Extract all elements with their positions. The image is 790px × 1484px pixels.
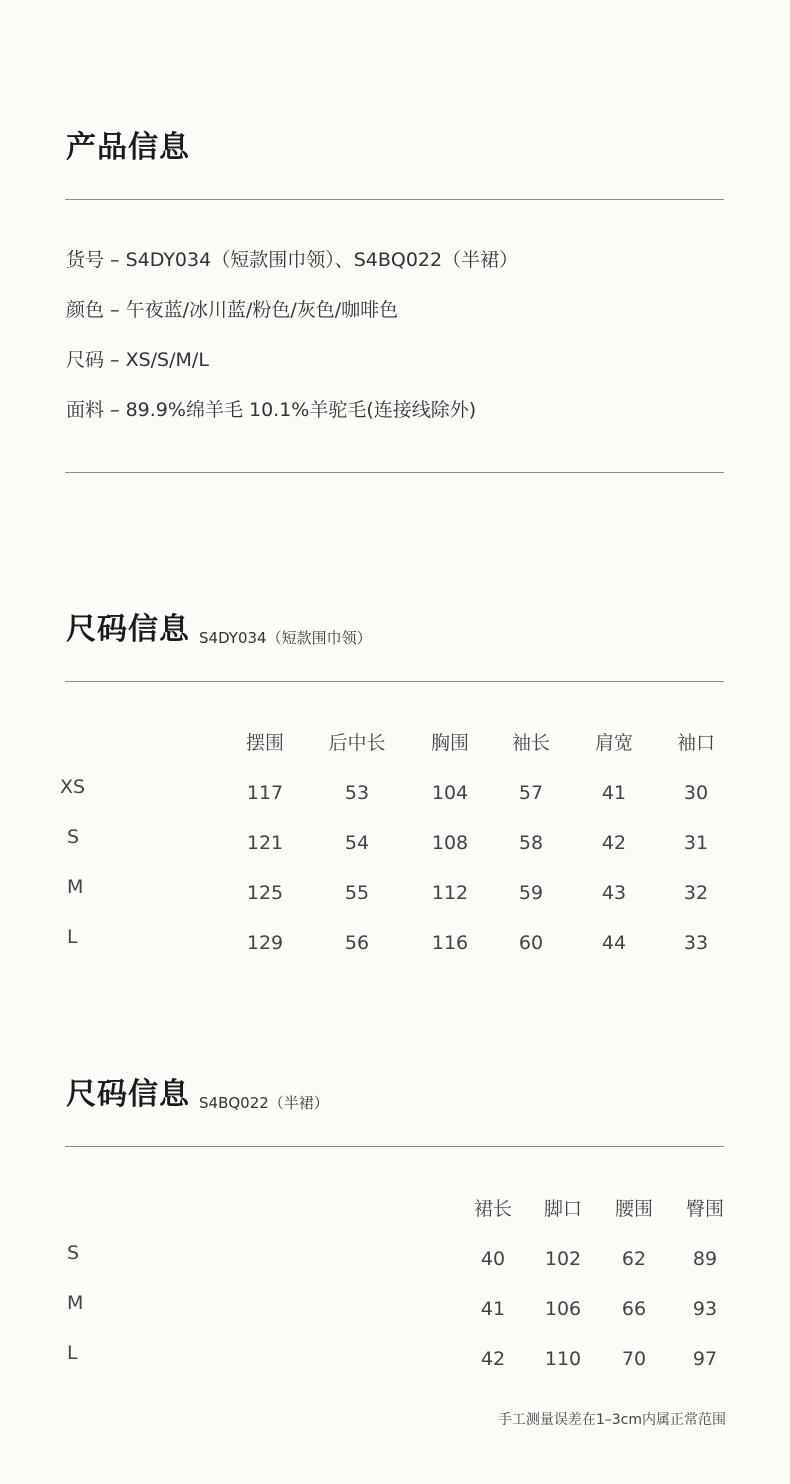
table-cell: 89 [692,1248,718,1270]
table-cell: 70 [621,1348,647,1370]
divider [65,681,724,682]
size-label: M [67,876,84,898]
size-info-subtitle: S4DY034（短款围巾领） [199,629,372,647]
size-info-subtitle: S4BQ022（半裙） [199,1094,329,1112]
column-header: 脚口 [543,1198,582,1220]
column-header: 袖长 [511,732,550,754]
size-label: L [67,1342,78,1364]
table-cell: 31 [683,832,709,854]
table-cell: 104 [431,782,469,804]
table-cell: 97 [692,1348,718,1370]
product-info-title: 产品信息 [66,130,190,165]
table-cell: 62 [621,1248,647,1270]
table-cell: 54 [344,832,370,854]
size-line: 尺码 – XS/S/M/L [66,349,209,371]
fabric-line: 面料 – 89.9%绵羊毛 10.1%羊驼毛(连接线除外) [66,399,477,421]
table-cell: 60 [518,932,544,954]
column-header: 裙长 [473,1198,512,1220]
table-cell: 56 [344,932,370,954]
column-header: 臀围 [685,1198,724,1220]
table-cell: 116 [431,932,469,954]
table-cell: 30 [683,782,709,804]
size-label: XS [60,776,86,798]
column-header: 腰围 [614,1198,653,1220]
table-cell: 33 [683,932,709,954]
table-cell: 32 [683,882,709,904]
divider [65,1146,724,1147]
size-label: M [67,1292,84,1314]
table-cell: 110 [544,1348,582,1370]
size-info-title: 尺码信息 [66,1077,190,1112]
table-cell: 106 [544,1298,582,1320]
table-cell: 44 [601,932,627,954]
column-header: 后中长 [328,732,386,754]
size-label: S [67,1242,80,1264]
table-cell: 41 [601,782,627,804]
table-cell: 59 [518,882,544,904]
table-cell: 42 [480,1348,506,1370]
table-cell: 93 [692,1298,718,1320]
table-cell: 55 [344,882,370,904]
item-number-line: 货号 – S4DY034（短款围巾领）、S4BQ022（半裙） [66,249,519,271]
table-cell: 66 [621,1298,647,1320]
size-label: S [67,826,80,848]
size-label: L [67,926,78,948]
table-cell: 58 [518,832,544,854]
table-cell: 129 [246,932,284,954]
measurement-note: 手工测量误差在1–3cm内属正常范围 [497,1412,726,1428]
column-header: 袖口 [676,732,715,754]
divider [65,199,724,200]
table-cell: 42 [601,832,627,854]
table-cell: 125 [246,882,284,904]
table-cell: 121 [246,832,284,854]
table-cell: 57 [518,782,544,804]
table-cell: 43 [601,882,627,904]
table-cell: 40 [480,1248,506,1270]
table-cell: 53 [344,782,370,804]
size-info-title: 尺码信息 [66,612,190,647]
column-header: 摆围 [245,732,284,754]
table-cell: 108 [431,832,469,854]
table-cell: 117 [246,782,284,804]
column-header: 胸围 [430,732,469,754]
table-cell: 102 [544,1248,582,1270]
divider [65,472,724,473]
color-line: 颜色 – 午夜蓝/冰川蓝/粉色/灰色/咖啡色 [66,299,399,321]
column-header: 肩宽 [594,732,633,754]
table-cell: 112 [431,882,469,904]
table-cell: 41 [480,1298,506,1320]
